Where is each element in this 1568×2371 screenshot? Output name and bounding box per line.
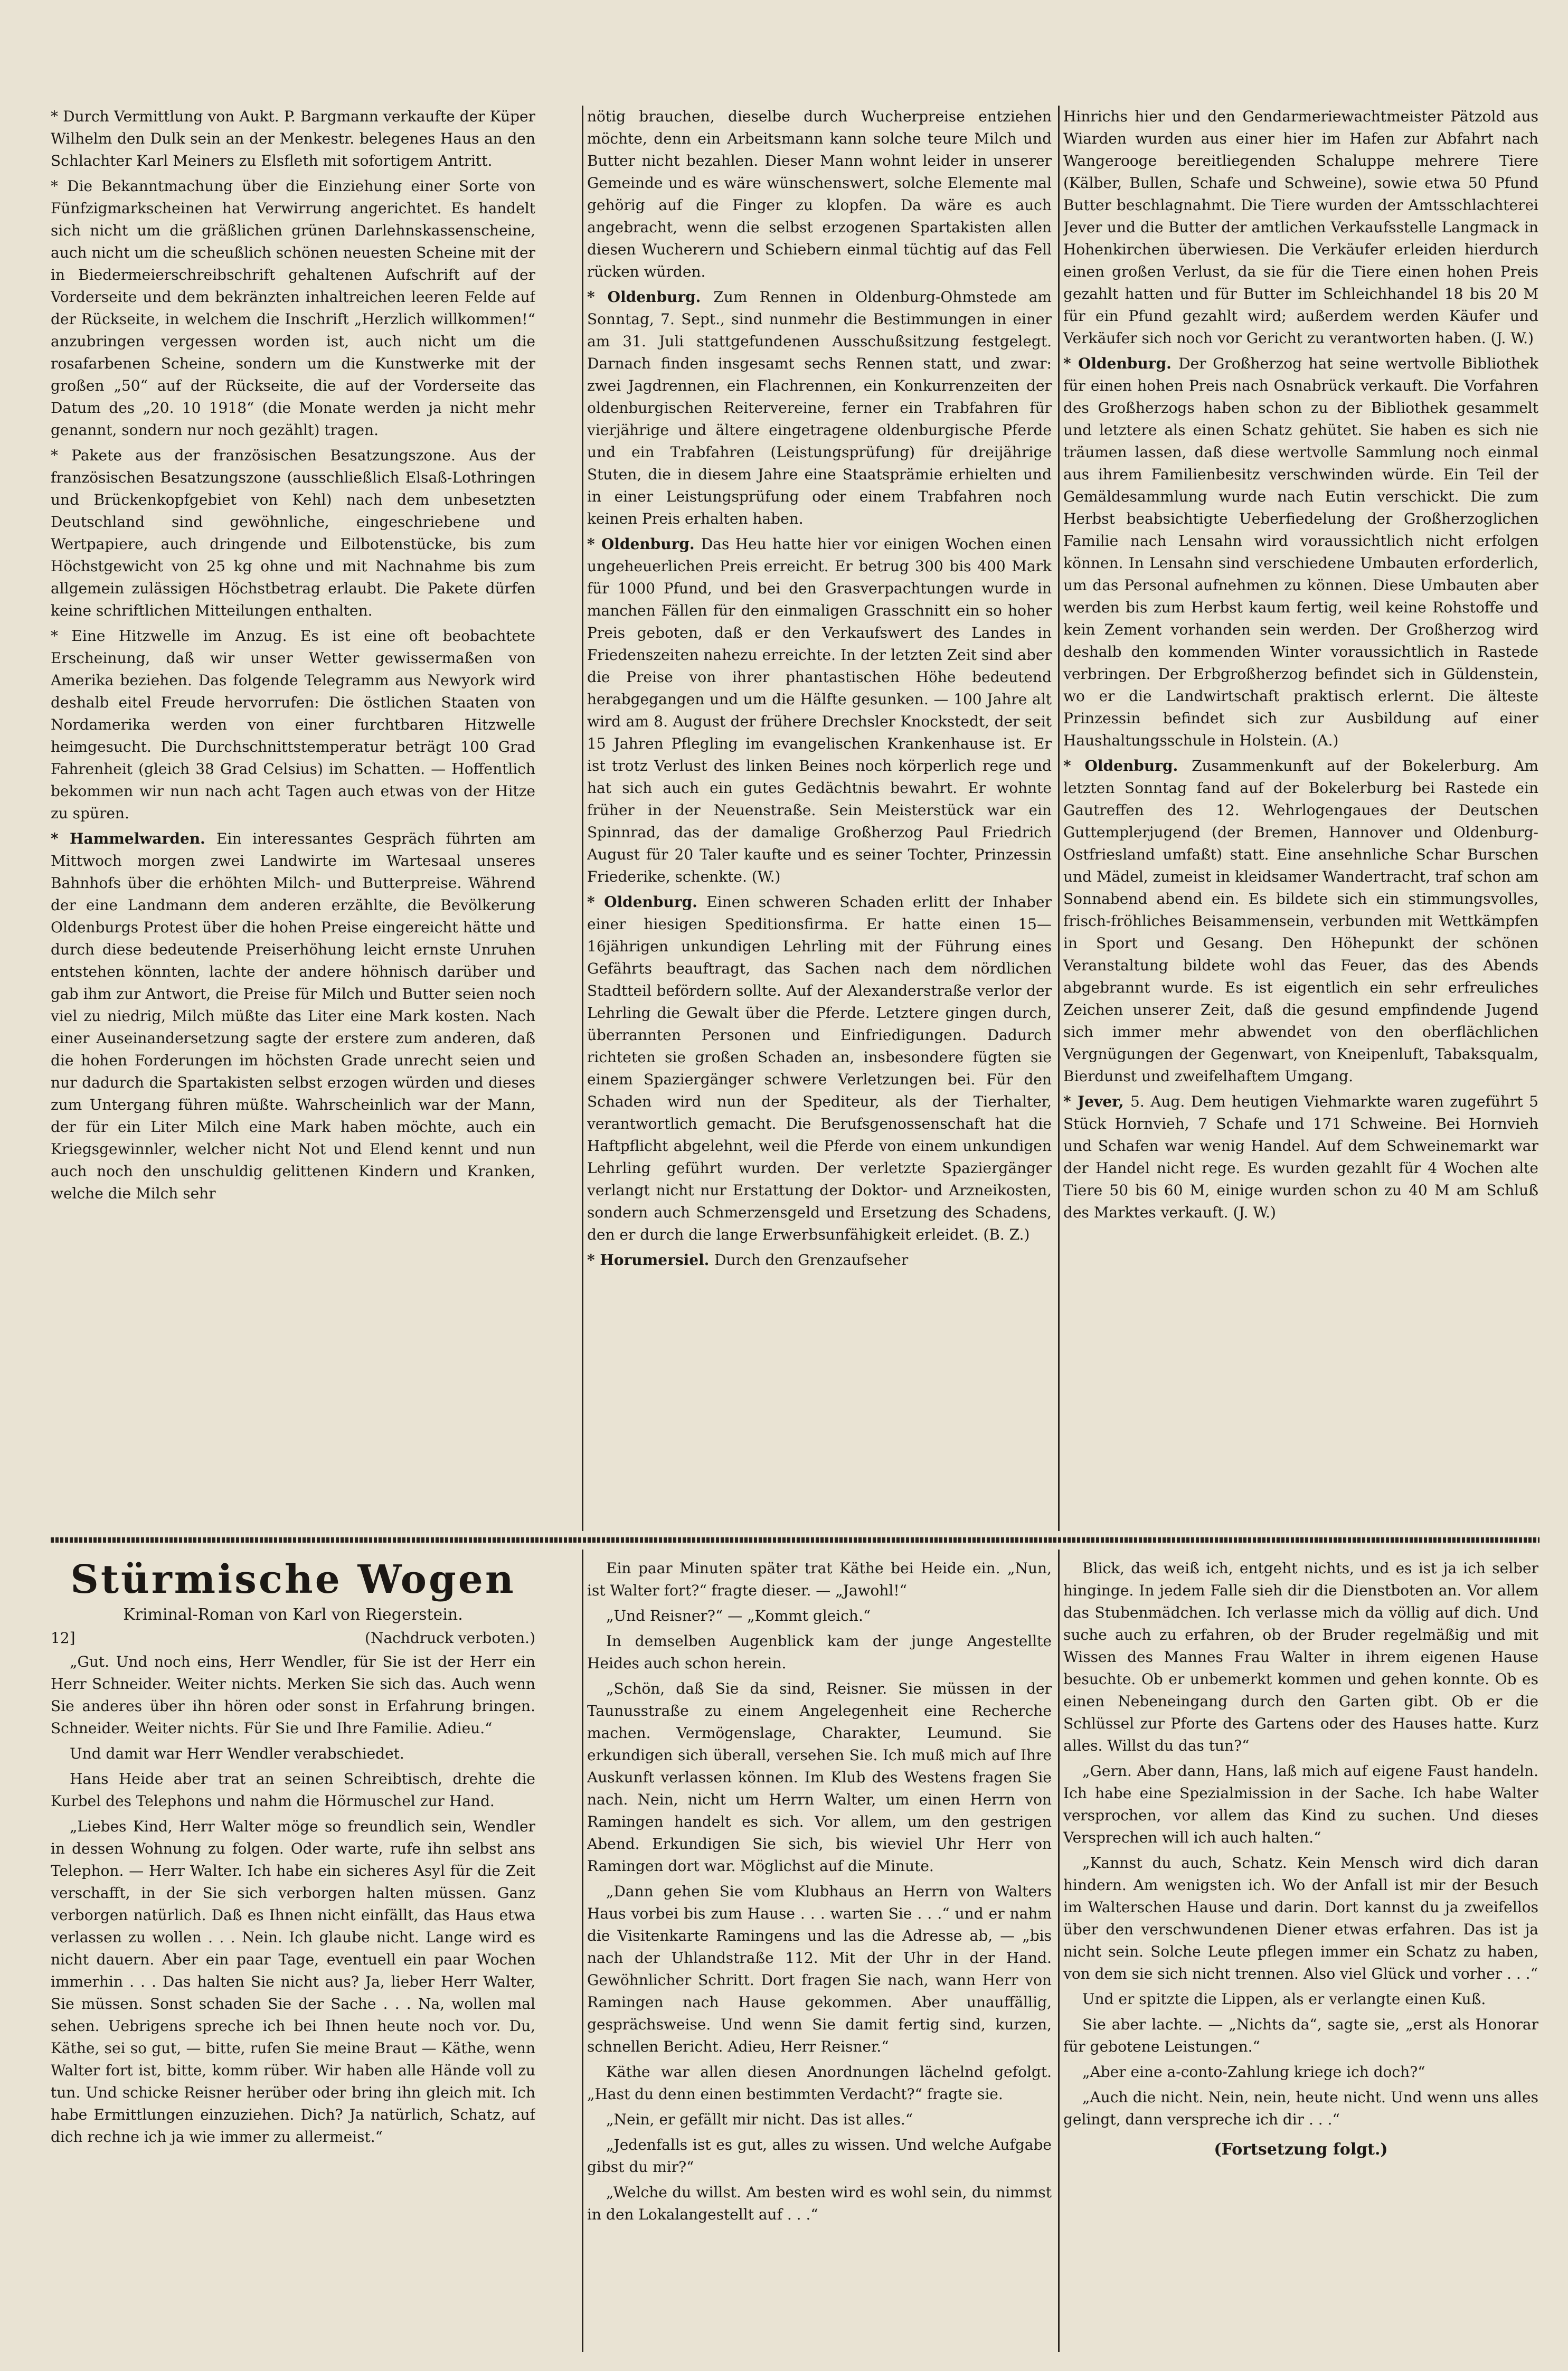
news-dateline: * Oldenburg. (587, 893, 707, 911)
continuation-note: (Fortsetzung folgt.) (1214, 2140, 1388, 2159)
section-divider (51, 1537, 1539, 1543)
news-dateline: * Oldenburg. (1063, 757, 1192, 774)
serial-paragraph: „Dann gehen Sie vom Klubhaus an Herrn von Walters Haus vorbei bis zum Hause . . . warten Sie . . .“ und er nahm die Visitenkarte Ramingens und las die Adresse ab, — „bis nach der Uhlandstraße 112. Mit der Uhr in der Hand. Gewöhnlicher Schritt. Dort fragen Sie nach, wann Herr von Ramingen nach Hause gekommen. Aber unauffällig, gesprächsweise. Und wenn Sie damit fertig sind, kurzen, schnellen Bericht. Adieu, Herr Reisner.“ (587, 1883, 1052, 2055)
serial-paragraph: Sie aber lachte. — „Nichts da“, sagte sie, „erst als Honorar für gebotene Leistungen.“ (1063, 2016, 1538, 2055)
news-text: 5. Aug. Dem heutigen Viehmarkte waren zugeführt 5 Stück Hornvieh, 7 Schafe und 171 Schweine. Bei Hornvieh und Schafen war wenig Handel. Auf dem Schweinemarkt war der Handel nicht rege. Es wurden gezahlt für 4 Wochen alte Tiere 50 bis 60 M, einige wurden schon zu 40 M am Schluß des Marktes verkauft. (J. W.) (1063, 1093, 1538, 1221)
column-divider (1058, 1550, 1060, 2352)
serial-column-1 (51, 1550, 535, 2341)
serial-meta (51, 1629, 535, 1647)
news-dateline: * Oldenburg. (587, 288, 714, 306)
news-dateline: * Hammelwarden. (51, 830, 217, 847)
news-item (587, 891, 1052, 1246)
news-item (587, 286, 1052, 530)
serial-paragraph: Und er spitzte die Lippen, als er verlangte einen Kuß. (1082, 1990, 1486, 2008)
news-item (1063, 106, 1538, 349)
serial-paragraph: „Gut. Und noch eins, Herr Wendler, für Sie ist der Herr ein Herr Schneider. Weiter nichts. Merken Sie sich das. Auch wenn Sie anderes über ihn hören oder sonst in Erfahrung bringen. Schneider. Weiter nichts. Für Sie und Ihre Familie. Adieu.“ (51, 1653, 535, 1737)
news-item (587, 533, 1052, 888)
serial-paragraph: Hans Heide aber trat an seinen Schreibtisch, drehte die Kurbel des Telephons und nahm die Hörmuschel zur Hand. (51, 1770, 535, 1810)
news-text: * Pakete aus der französischen Besatzungszone. Aus der französischen Besatzungszone (ausschließlich Elsaß-Lothringen und Brückenkopfgebiet von Kehl) nach dem unbesetzten Deutschland sind gewöhnliche, eingeschriebene und Wertpapiere, auch dringende und Eilbotenstücke, bis zum Höchstgewicht von 25 kg ohne und mit Nachnahme bis zum allgemein zulässigen Höchstbetrag erlaubt. Die Pakete dürfen keine schriftlichen Mitteilungen enthalten. (51, 447, 535, 619)
serial-paragraph: „Schön, daß Sie da sind, Reisner. Sie müssen in der Taunusstraße zu einem Angelegenheit eine Recherche machen. Vermögenslage, Charakter, Leumund. Sie erkundigen sich überall, versehen Sie. Ich muß mich auf Ihre Auskunft verlassen können. Im Klub des Westens fragen Sie nach. Nein, nicht um Herrn Walter, um einen Herrn von Ramingen handelt es sich. Vor allem, um den gestrigen Abend. Erkundigen Sie sich, bis wieviel Uhr Herr von Ramingen dort war. Möglichst auf die Minute. (587, 1680, 1052, 1875)
news-column-1 (51, 106, 535, 1508)
serial-paragraph: „Nein, er gefällt mir nicht. Das ist alles.“ (606, 2111, 913, 2128)
serial-paragraph: Ein paar Minuten später trat Käthe bei Heide ein. „Nun, ist Walter fort?“ fragte dieser. — „Jawohl!“ (587, 1560, 1052, 1599)
news-text: Der Großherzog hat seine wertvolle Bibliothek für einen hohen Preis nach Osnabrück verkauft. Die Vorfahren des Großherzogs haben schon zu der Bibliothek gesammelt und letztere als einen Schatz gehütet. Sie haben es sich nie träumen lassen, daß diese wertvolle Sammlung noch einmal aus ihrem Familienbesitz verschwinden würde. Ein Teil der Gemäldesammlung wurde nach Eutin verschickt. Die zum Herbst beabsichtigte Ueberfiedelung der Großherzoglichen Familie nach Lensahn wird voraussichtlich nicht erfolgen können. In Lensahn sind verschiedene Umbauten erforderlich, um das Personal aufnehmen zu können. Diese Umbauten aber werden bis zum Herbst kaum fertig, weil keine Rohstoffe und kein Zement vorhanden sein werden. Der Großherzog wird deshalb den kommenden Winter voraussichtlich in Rastede verbringen. Der Erbgroßherzog befindet sich in Güldenstein, wo er die Landwirtschaft praktisch erlernt. Die älteste Prinzessin befindet sich zur Ausbildung auf einer Haushaltungsschule in Holstein. (A.) (1063, 355, 1538, 749)
news-item (51, 445, 535, 622)
news-item (587, 106, 1052, 283)
news-text: * Die Bekanntmachung über die Einziehung einer Sorte von Fünfzigmarkscheinen hat Verwirrung angerichtet. Es handelt sich nicht um die gräßlichen grünen Darlehnskassenscheine, auch nicht um die scheußlich schönen neuesten Scheine mit der in Biedermeierschreibschrift gehaltenen Aufschrift auf der Vorderseite und dem bekränzten inhaltreichen leeren Felde auf der Rückseite, in welchem die Inschrift „Herzlich willkommen!“ anzubringen vergessen worden ist, auch nicht um die rosafarbenen Scheine, sondern um die Kunstwerke mit der großen „50“ auf der Rückseite, die auf der Vorderseite das Datum des „20. 10 1918“ (die Monate werden ja nicht mehr genannt, sondern nur noch gezählt) tragen. (51, 177, 535, 439)
serial-paragraph: „Liebes Kind, Herr Walter möge so freundlich sein, Wendler in dessen Wohnung zu folgen. Oder warte, rufe ihn selbst ans Telephon. — Herr Walter. Ich habe ein sicheres Asyl für die Zeit verschafft, in der Sie sich verborgen halten müssen. Ganz verborgen natürlich. Daß es Ihnen nicht einfällt, das Haus etwa verlassen zu wollen . . . Nein. Ich glaube nicht. Lange wird es nicht dauern. Aber ein paar Tage, eventuell ein paar Wochen immerhin . . . Das halten Sie nicht aus? Ja, lieber Herr Walter, Sie müssen. Sonst schaden Sie der Sache . . . Na, wollen mal sehen. Uebrigens spreche ich bei Ihnen heute noch vor. Du, Käthe, sei so gut, — bitte, rufen Sie meine Braut — Käthe, wenn Walter fort ist, bitte, komm rüber. Wir haben alle Hände voll zu tun. Und schicke Reisner herüber oder bring ihn gleich mit. Ich habe Ermittlungen einzuziehen. Dich? Ja natürlich, Schatz, auf dich rechne ich ja wie immer zu allermeist.“ (51, 1818, 535, 2146)
serial-paragraph: Käthe war allen diesen Anordnungen lächelnd gefolgt. „Hast du denn einen bestimmten Verdacht?“ fragte sie. (587, 2063, 1052, 2103)
news-text: * Durch Vermittlung von Aukt. P. Bargmann verkaufte der Küper Wilhelm den Dulk sein an der Menkestr. belegenes Haus an den Schlachter Karl Meiners zu Elsfleth mit sofortigem Antritt. (51, 108, 535, 169)
serial-paragraph: In demselben Augenblick kam der junge Angestellte Heides auch schon herein. (587, 1632, 1052, 1672)
news-column-2 (587, 106, 1052, 1508)
serial-number: 12] (51, 1629, 75, 1647)
serial-paragraph: Und damit war Herr Wendler verabschiedet. (70, 1745, 404, 1762)
news-text: * Eine Hitzwelle im Anzug. Es ist eine oft beobachtete Erscheinung, daß wir unser Wetter gewissermaßen von Amerika beziehen. Das folgende Telegramm aus Newyork wird deshalb eitel Freude hervorrufen: Die östlichen Staaten von Nordamerika werden von einer furchtbaren Hitzwelle heimgesucht. Die Durchschnittstemperatur beträgt 100 Grad Fahrenheit (gleich 38 Grad Celsius) im Schatten. — Hoffentlich bekommen wir nun nach acht Tagen auch etwas von der Hitze zu spüren. (51, 627, 535, 822)
news-text: Einen schweren Schaden erlitt der Inhaber einer hiesigen Speditionsfirma. Er hatte einen 15—16jährigen unkundigen Lehrling mit der Führung eines Gefährts beauftragt, das Sachen nach dem nördlichen Stadtteil befördern sollte. Auf der Alexanderstraße verlor der Lehrling die Gewalt über die Pferde. Letztere gingen durch, überrannten Personen und Einfriedigungen. Dadurch richteten sie großen Schaden an, insbesondere fügten sie einem Spaziergänger schwere Verletzungen bei. Für den Schaden wird nun der Spediteur, als der Tierhalter, verantwortlich gemacht. Die Berufsgenossenschaft hat die Haftpflicht abgelehnt, weil die Pferde von einem unkundigen Lehrling geführt wurden. Der verletzte Spaziergänger verlangt nicht nur Erstattung der Doktor- und Arzneikosten, sondern auch Schmerzensgeld und Ersetzung des Schadens, den er durch die lange Erwerbsunfähigkeit erleidet. (B. Z.) (587, 893, 1052, 1243)
serial-paragraph: „Gern. Aber dann, Hans, laß mich auf eigene Faust handeln. Ich habe eine Spezialmission in der Sache. Ich habe Walter versprochen, vor allem das Kind zu suchen. Und dieses Versprechen will ich auch halten.“ (1063, 1762, 1538, 1846)
news-item (51, 625, 535, 825)
news-text: Das Heu hatte hier vor einigen Wochen einen ungeheuerlichen Preis erreicht. Er betrug 300 bis 400 Mark für 1000 Pfund, und bei den Grasverpachtungen wurde in manchen Fällen für den einmaligen Grasschnitt ein so hoher Preis geboten, daß er den Verkaufswert des Landes in Friedenszeiten nahezu erreichte. In der letzten Zeit sind aber die Preise von ihrer phantastischen Höhe bedeutend herabgegangen und um die Hälfte gesunken. — 100 Jahre alt wird am 8. August der frühere Drechsler Knockstedt, der seit 15 Jahren Pflegling im evangelischen Krankenhause ist. Er ist trotz Verlust des linken Beines noch körperlich rege und hat sich auch ein gutes Gedächtnis bewahrt. Er wohnte früher in der Neuenstraße. Sein Meisterstück war ein Spinnrad, das der damalige Großherzog Paul Friedrich August für 20 Taler kaufte und es seiner Tochter, Prinzessin Friederike, schenkte. (W.) (587, 535, 1052, 885)
serial-paragraph: „Welche du willst. Am besten wird es wohl sein, du nimmst in den Lokalangestellt auf . . .“ (587, 2184, 1052, 2223)
serial-paragraph: „Jedenfalls ist es gut, alles zu wissen. Und welche Aufgabe gibst du mir?“ (587, 2136, 1052, 2176)
news-item (1063, 755, 1538, 1088)
serial-paragraph: Blick, das weiß ich, entgeht nichts, und es ist ja ich selber hinginge. In jedem Falle sieh dir die Dienstboten an. Vor allem das Stubenmädchen. Ich verlasse mich da völlig auf dich. Und suche auch zu erfahren, ob der Bruder regelmäßig und mit Wissen des Mannes Frau Walter in ihrem eigenen Hause besuchte. Ob er unbemerkt kommen und gehen konnte. Ob es einen Nebeneingang durch den Garten gibt. Ob er die Schlüssel zur Pforte des Gartens oder des Hauses hatte. Kurz alles. Willst du das tun?“ (1063, 1560, 1538, 1754)
serial-paragraph: „Auch die nicht. Nein, nein, heute nicht. Und wenn uns alles gelingt, dann verspreche ich dir . . .“ (1063, 2089, 1538, 2128)
news-text: Zusammenkunft auf der Bokelerburg. Am letzten Sonntag fand auf der Bokelerburg bei Rastede ein Gautreffen des 12. Wehrlogengaues der Deutschen Guttemplerjugend (der Bremen, Hannover und Oldenburg-Ostfriesland umfaßt) statt. Eine ansehnliche Schar Burschen und Mädel, zumeist in kleidsamer Wandertracht, traf schon am Sonnabend abend ein. Es bildete sich ein stimmungsvolles, frisch-fröhliches Beisammensein, verbunden mit Wettkämpfen in Sport und Gesang. Den Höhepunkt der schönen Veranstaltung bildete wohl das Feuer, das des Abends abgebrannt wurde. Es ist eigentlich ein sehr erfreuliches Zeichen unserer Zeit, daß die gesund empfindende Jugend sich immer mehr abwendet von den oberflächlichen Vergnügungen der Gegenwart, von Kneipenluft, Tabaksqualm, Bierdunst und zweifelhaftem Umgang. (1063, 757, 1538, 1085)
serial-text-3 (1063, 1557, 1538, 2131)
news-text: Ein interessantes Gespräch führten am Mittwoch morgen zwei Landwirte im Wartesaal unseres Bahnhofs über die erhöhten Milch- und Butterpreise. Während der eine Landmann dem anderen erzählte, die Bevölkerung Oldenburgs Protest über die hohen Preise eingereicht hätte und durch diese bedeutende Preiserhöhung leicht ernste Unruhen entstehen könnten, lachte der andere höhnisch darüber und gab ihm zur Antwort, die Preise für Milch und Butter seien noch viel zu niedrig, Milch müßte das Liter eine Mark kosten. Nach einer Auseinandersetzung sagte der erstere zum anderen, daß die hohen Forderungen im höchsten Grade unrecht seien und nur dadurch die Spartakisten selbst erzogen würden und dieses zum Untergang führen müßte. Wahrscheinlich war der Mann, der für ein Liter Milch eine Mark haben möchte, auch ein Kriegsgewinnler, welcher nicht Not und Elend kennt und nun auch noch den unschuldig gelittenen Kindern und Kranken, welche die Milch sehr (51, 830, 535, 1202)
news-text: Durch den Grenzaufseher (714, 1251, 909, 1269)
news-item (1063, 353, 1538, 752)
serial-column-2 (587, 1557, 1052, 2344)
news-dateline: * Jever, (1063, 1093, 1131, 1110)
news-item (587, 1249, 1052, 1271)
serial-paragraph: „Kannst du auch, Schatz. Kein Mensch wird dich daran hindern. Am wenigsten ich. Wo der Anfall ist mir der Besuch im Walterschen Hause und darin. Dort kannst du ja zweifellos über den verschwundenen Diener etwas erfahren. Das ist ja nicht sein. Solche Leute pflegen immer ein Schatz zu haben, von dem sie sich nicht trennen. Also viel Glück und vorher . . .“ (1063, 1854, 1538, 1982)
reprint-notice: (Nachdruck verboten.) (365, 1629, 535, 1647)
serial-text-1 (51, 1651, 535, 2148)
serial-paragraph: „Aber eine a-conto-Zahlung kriege ich doch?“ (1082, 2063, 1425, 2081)
column-divider (582, 1550, 583, 2352)
news-column-3 (1063, 106, 1538, 1531)
serial-column-3 (1063, 1557, 1538, 2344)
news-dateline: * Horumersiel. (587, 1251, 715, 1269)
news-item (51, 828, 535, 1205)
column-divider (582, 106, 583, 1531)
news-text: Hinrichs hier und den Gendarmeriewachtmeister Pätzold aus Wiarden wurden aus einer hier im Hafen zur Abfahrt nach Wangerooge bereitliegenden Schaluppe mehrere Tiere (Kälber, Bullen, Schafe und Schweine), sowie etwa 50 Pfund Butter beschlagnahmt. Die Tiere wurden der Amtsschlachterei Jever und die Butter der amtlichen Verkaufsstelle Langmack in Hohenkirchen überwiesen. Die Verkäufer erleiden hierdurch einen großen Verlust, da sie für die Tiere einen hohen Preis gezahlt hatten und für Butter im Schleichhandel 18 bis 20 M für ein Pfund gezahlt wird; außerdem werden Käufer und Verkäufer sich noch vor Gericht zu verantworten haben. (J. W.) (1063, 108, 1538, 347)
news-dateline: * Oldenburg. (1063, 355, 1179, 372)
news-dateline: * Oldenburg. (587, 535, 701, 553)
news-text: nötig brauchen, dieselbe durch Wucherpreise entziehen möchte, denn ein Arbeitsmann kann solche teure Milch und Butter nicht bezahlen. Dieser Mann wohnt leider in unserer Gemeinde und es wäre wünschenswert, solche Elemente mal gehörig auf die Finger zu klopfen. Da wäre es auch angebracht, wenn die selbst erzogenen Spartakisten allen diesen Wucherern und Schiebern einmal tüchtig auf das Fell rücken würden. (587, 108, 1052, 280)
serial-paragraph: „Und Reisner?“ — „Kommt gleich.“ (606, 1607, 871, 1624)
news-item (1063, 1091, 1538, 1224)
news-item (51, 175, 535, 441)
serial-subtitle: Kriminal-Roman von Karl von Riegerstein. (123, 1605, 463, 1624)
column-divider (1058, 106, 1060, 1531)
news-item (51, 106, 535, 172)
serial-title: Stürmische Wogen (70, 1557, 516, 1602)
news-text: Zum Rennen in Oldenburg-Ohmstede am Sonntag, 7. Sept., sind nunmehr die Bestimmungen in einer am 31. Juli stattgefundenen Ausschußsitzung festgelegt. Darnach finden insgesamt sechs Rennen statt, und zwar: zwei Jagdrennen, ein Flachrennen, ein Konkurrenzeiten der oldenburgischen Reitervereine, ferner ein Trabfahren für vierjährige und ältere eingetragene oldenburgische Pferde und ein Trabfahren (Leistungsprüfung) für dreijährige Stuten, die in diesem Jahre eine Staatsprämie erhielten und in einer Leistungsprüfung oder einem Trabfahren noch keinen Preis erhalten haben. (587, 288, 1052, 527)
